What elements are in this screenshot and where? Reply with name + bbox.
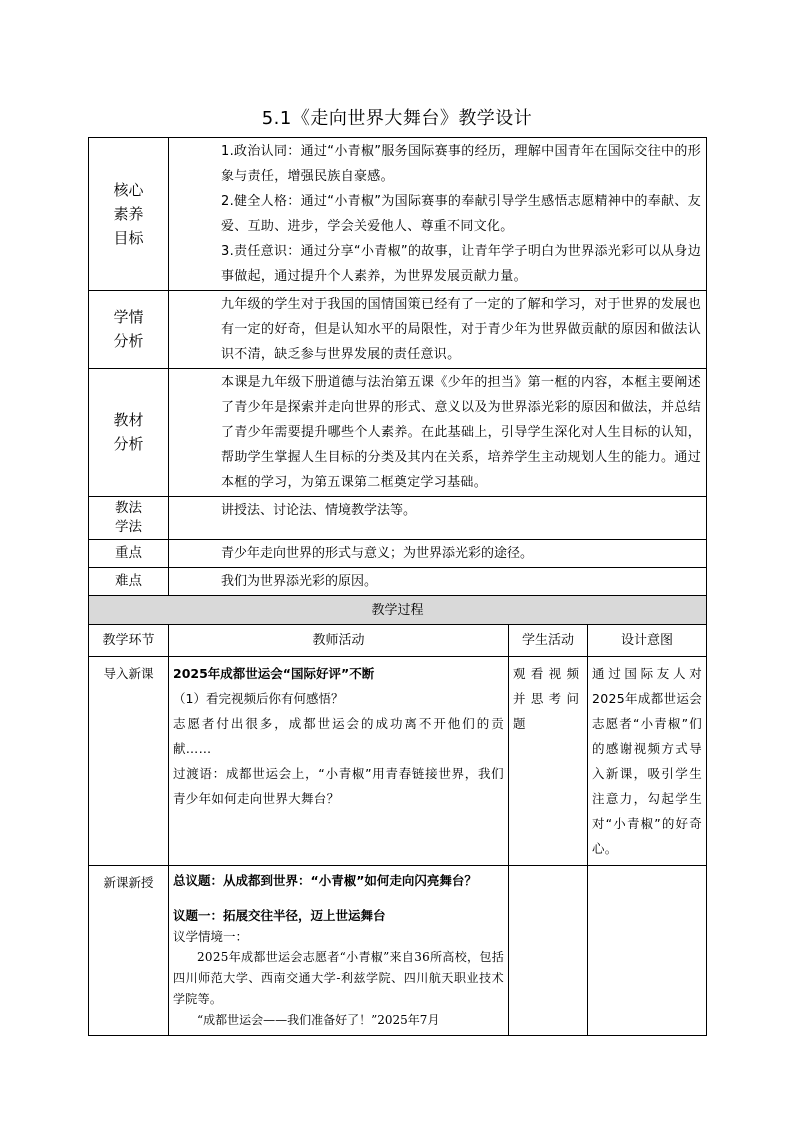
overall-topic: 总议题：从成都到世界：“小青椒”如何走向闪亮舞台？ <box>173 873 477 888</box>
new-lesson-student <box>509 866 588 1036</box>
core-literacy-content <box>169 138 707 291</box>
header-stage: 教学环节 <box>89 625 169 657</box>
intro-teacher-line: 2025年成都世运会“国际好评”不断 <box>173 666 375 681</box>
page-title: 5.1《走向世界大舞台》教学设计 <box>261 108 533 129</box>
scenario-label: 议学情境一： <box>173 929 249 944</box>
process-section-title: 教学过程 <box>89 596 707 625</box>
intro-intent: 通过国际友人对2025年成都世运会志愿者“小青椒”们的感谢视频方式导入新课，吸引学生注意力，勾起学生对“小青椒”的好奇心。 <box>588 657 707 866</box>
core-literacy-item: 3.责任意识：通过分享“小青椒”的故事，让青年学子明白为世界添光彩可以从身边事做起，通过提升个人素养，为世界发展贡献力量。 <box>221 244 701 284</box>
student-analysis-row <box>89 291 707 369</box>
header-intent: 设计意图 <box>588 625 707 657</box>
key-point-content: 青少年走向世界的形式与意义；为世界添光彩的途径。 <box>169 540 707 568</box>
new-lesson-intent <box>588 866 707 1036</box>
student-analysis-label: 学情分析 <box>89 291 169 369</box>
intro-student: 观看视频并思考问题 <box>509 657 588 866</box>
new-lesson-row <box>89 866 707 1036</box>
core-literacy-label: 核心素养目标 <box>89 138 169 291</box>
process-section-row <box>89 596 707 625</box>
intro-teacher-line: 志愿者付出很多，成都世运会的成功离不开他们的贡献…… <box>173 716 504 756</box>
core-literacy-row <box>89 138 707 291</box>
process-header-row <box>89 625 707 657</box>
intro-teacher-line: 过渡语：成都世运会上，“小青椒”用青春链接世界，我们青少年如何走向世界大舞台？ <box>173 766 504 806</box>
new-lesson-teacher <box>169 866 509 1036</box>
methods-label: 教法学法 <box>89 497 169 540</box>
scenario-paragraph: “成都世运会——我们准备好了！”2025年7月 <box>197 1013 440 1027</box>
header-teacher: 教师活动 <box>169 625 509 657</box>
textbook-analysis-label: 教材分析 <box>89 369 169 497</box>
intro-teacher-line: （1）看完视频后你有何感悟？ <box>173 691 344 706</box>
difficulty-row <box>89 568 707 596</box>
lesson-plan-table <box>88 137 707 1036</box>
intro-row <box>89 657 707 866</box>
difficulty-label: 难点 <box>89 568 169 596</box>
textbook-analysis-content: 本课是九年级下册道德与法治第五课《少年的担当》第一框的内容，本框主要阐述了青少年是探索并走向世界的形式、意义以及为世界添光彩的原因和做法，并总结了青少年需要提升哪些个人素养。在此基础上，引导学生深化对人生目标的认知，帮助学生掌握人生目标的分类及其内在关系，培养学生主动规划人生的能力。通过本框的学习，为第五课第二框奠定学习基础。 <box>169 369 707 497</box>
key-point-row <box>89 540 707 568</box>
header-student: 学生活动 <box>509 625 588 657</box>
intro-stage: 导入新课 <box>89 657 169 866</box>
student-analysis-content: 九年级的学生对于我国的国情国策已经有了一定的了解和学习，对于世界的发展也有一定的好奇，但是认知水平的局限性，对于青少年为世界做贡献的原因和做法认识不清，缺乏参与世界发展的责任意识。 <box>169 291 707 369</box>
methods-row <box>89 497 707 540</box>
intro-teacher <box>169 657 509 866</box>
scenario-paragraph: 2025年成都世运会志愿者“小青椒”来自36所高校，包括四川师范大学、西南交通大学-利兹学院、四川航天职业技术学院等。 <box>173 950 504 1006</box>
key-point-label: 重点 <box>89 540 169 568</box>
methods-content: 讲授法、讨论法、情境教学法等。 <box>169 497 707 540</box>
new-lesson-stage: 新课新授 <box>89 866 169 1036</box>
textbook-analysis-row <box>89 369 707 497</box>
difficulty-content: 我们为世界添光彩的原因。 <box>169 568 707 596</box>
topic-one: 议题一：拓展交往半径，迈上世运舞台 <box>173 908 386 923</box>
core-literacy-item: 2.健全人格：通过“小青椒”为国际赛事的奉献引导学生感悟志愿精神中的奉献、友爱、互助、进步，学会关爱他人、尊重不同文化。 <box>221 194 701 234</box>
core-literacy-item: 1.政治认同：通过“小青椒”服务国际赛事的经历，理解中国青年在国际交往中的形象与责任，增强民族自豪感。 <box>221 144 701 184</box>
